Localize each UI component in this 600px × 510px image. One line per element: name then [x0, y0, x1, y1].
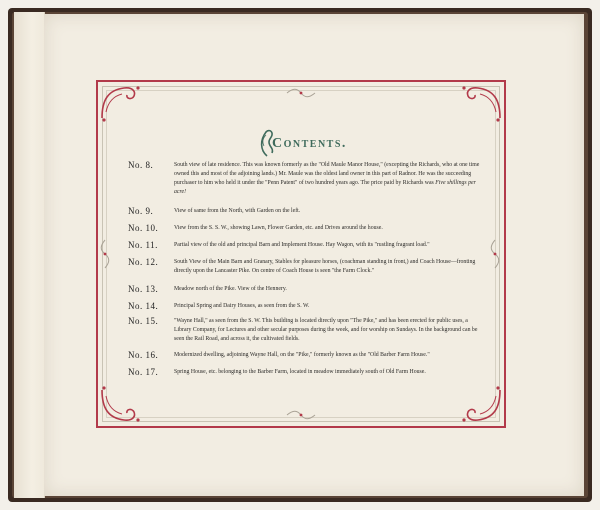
flourish-corner-icon — [458, 82, 504, 122]
entry-number: No. 13. — [128, 284, 159, 294]
entry-description: Principal Spring and Dairy Houses, as seen from the S. W. — [174, 303, 310, 309]
entry-number: No. 14. — [128, 301, 159, 311]
left-center-ornament-icon — [100, 238, 110, 270]
entry-description: Modernized dwelling, adjoining Wayne Hall, on the "Pike," formerly known as the "Old Barber Farm House." — [174, 352, 430, 358]
entry-number: No. 15. — [128, 316, 159, 326]
entry-description: South view of late residence. This was known formerly as the "Old Maule Manor House," (excepting the Richards, who at one time owned this and most of the adjoining lands.) Mr. Maule was the oldest land owner in this part of Radnor. He was the succeeding purchaser to him who held it under the "Penn Patent" of two hundred years ago. The price paid by Richards was Five shillings per acre! — [174, 162, 480, 195]
bottom-center-ornament-icon — [285, 410, 317, 420]
flourish-corner-icon — [98, 386, 144, 426]
entry-number: No. 12. — [128, 257, 159, 267]
contents-heading — [258, 128, 358, 162]
entry-number: No. 16. — [128, 350, 159, 360]
entry-number: No. 9. — [128, 206, 154, 216]
flourish-corner-icon — [458, 386, 504, 426]
entry-number: No. 8. — [128, 160, 154, 170]
entry-description: View from the S. S. W., showing Lawn, Flower Garden, etc. and Drives around the house. — [174, 225, 383, 231]
entry-description: South View of the Main Barn and Granary, Stables for pleasure horses, (coachman standing in front,) and Coach House—fronting directly upon the Lancaster Pike. On centre of Coach House is seen "the Farm Clock." — [174, 259, 476, 274]
entry-description: "Wayne Hall," as seen from the S. W. This building is located directly upon "The Pike," and has been erected for public uses, a Library Company, for Lectures and other secular purposes during the week, and for worship on Sundays. In the background can be seen the Rail Road, and across it, the cultivated fields. — [174, 318, 478, 342]
top-center-ornament-icon — [285, 88, 317, 98]
entry-number: No. 10. — [128, 223, 159, 233]
entry-description: Meadow north of the Pike. View of the Hennery. — [174, 286, 287, 292]
entry-description: Partial view of the old and principal Barn and Implement House. Hay Wagon, with its "rustling fragrant load." — [174, 242, 430, 248]
entry-number: No. 17. — [128, 367, 159, 377]
right-center-ornament-icon — [490, 238, 500, 270]
entry-description: Spring House, etc. belonging to the Barber Farm, located in meadow immediately south of Old Farm House. — [174, 369, 426, 375]
album-gutter — [14, 12, 45, 498]
entry-number: No. 11. — [128, 240, 158, 250]
page-title: Contents. — [272, 136, 347, 151]
flourish-corner-icon — [98, 82, 144, 122]
entry-emphasis: Five shillings per acre! — [174, 180, 476, 195]
entry-description: View of same from the North, with Garden on the left. — [174, 208, 301, 214]
